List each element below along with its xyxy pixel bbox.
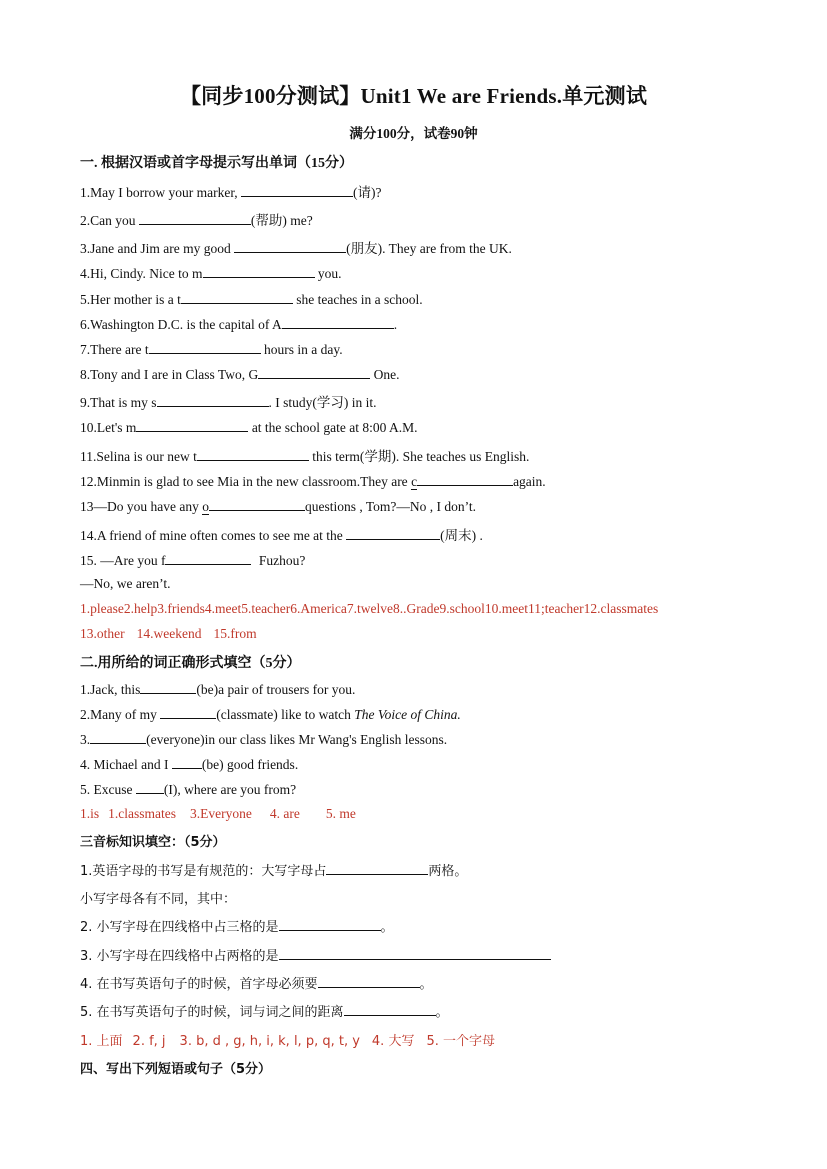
s3-question-5: 5. 在书写英语句子的时候，词与词之间的距离 。 [80,1001,449,1020]
s1-question-9: 9.That is my s . I study(学习) in it. [80,395,377,410]
s1-question-8: 8.Tony and I are in Class Two, G One. [80,367,400,382]
s1-question-11: 11.Selina is our new t this term(学期). She teaches us English. [80,449,530,464]
answer-blank[interactable] [209,497,305,511]
answer-blank[interactable] [346,526,440,540]
answer-blank[interactable] [203,264,315,278]
answer-blank[interactable] [136,418,248,432]
s3-question-4: 4. 在书写英语句子的时候，首字母必须要 。 [80,973,433,992]
s1-question-14: 14.A friend of mine often comes to see me at the (周末) . [80,528,483,543]
s1-question-3: 3.Jane and Jim are my good (朋友). They are from the UK. [80,241,512,256]
s1-question-2: 2.Can you (帮助) me? [80,213,313,228]
answer-blank[interactable] [326,861,428,875]
s2-question-1: 1.Jack, this (be)a pair of trousers for you. [80,682,356,697]
s1-question-15-reply: —No, we aren’t. [80,576,171,591]
answer-blank[interactable] [172,755,202,769]
s1-question-15: 15. —Are you f Fuzhou? [80,553,306,568]
answer-blank[interactable] [139,211,251,225]
section2-heading: 二.用所给的词正确形式填空（5分） [80,656,301,671]
s1-question-12: 12.Minmin is glad to see Mia in the new classroom.They are c again. [80,474,546,489]
s1-question-5: 5.Her mother is a t she teaches in a school. [80,292,423,307]
answer-blank[interactable] [234,239,346,253]
s3-question-3: 3. 小写字母在四线格中占两格的是 [80,945,551,964]
s2-answers: 1.is 1.classmates 3.Everyone 4. are 5. me [80,806,356,821]
answer-blank[interactable] [90,730,146,744]
answer-blank[interactable] [149,340,261,354]
s1-answers-line1: 1.please2.help3.friends4.meet5.teacher6.America7.twelve8..Grade9.school10.meet11;teacher12.classmates [80,601,659,616]
page-title: 【同步100分测试】Unit1 We are Friends.单元测试 [179,84,648,108]
answer-blank[interactable] [318,974,420,988]
answer-blank[interactable] [241,183,353,197]
answer-blank[interactable] [258,365,370,379]
answer-blank[interactable] [282,315,394,329]
s1-question-13: 13—Do you have any o questions , Tom?—No , I don’t. [80,499,477,514]
answer-blank[interactable] [279,946,551,960]
answer-blank[interactable] [140,680,196,694]
s1-question-6: 6.Washington D.C. is the capital of A . [80,317,398,332]
hint-letter: c [411,474,418,489]
hint-letter: o [202,499,209,514]
s2-question-4: 4. Michael and I (be) good friends. [80,757,299,772]
page-subtitle: 满分100分，试卷90钟 [349,126,478,141]
answer-blank[interactable] [279,917,381,931]
s3-note: 小写字母各有不同，其中： [80,892,237,907]
answer-blank[interactable] [197,447,309,461]
answer-blank[interactable] [181,290,293,304]
s3-question-2: 2. 小写字母在四线格中占三格的是 。 [80,916,394,935]
section3-heading: 三音标知识填空：（5分） [80,835,226,850]
s1-question-10: 10.Let's m at the school gate at 8:00 A.M. [80,420,418,435]
s2-question-3: 3. (everyone)in our class likes Mr Wang's English lessons. [80,732,448,747]
answer-blank[interactable] [165,551,251,565]
answer-blank[interactable] [157,393,269,407]
answer-blank[interactable] [160,705,216,719]
s3-question-1: 1.英语字母的书写是有规范的：大写字母占 两格。 [80,860,467,879]
s1-question-7: 7.There are t hours in a day. [80,342,343,357]
s1-question-1: 1.May I borrow your marker, (请)? [80,185,382,200]
s1-question-4: 4.Hi, Cindy. Nice to m you. [80,266,342,281]
s2-question-5: 5. Excuse (I), where are you from? [80,782,297,797]
s1-answers-line2: 13.other 14.weekend 15.from [80,626,257,641]
s2-question-2: 2.Many of my (classmate) like to watch The Voice of China. [80,707,461,722]
answer-blank[interactable] [417,472,513,486]
s3-answers: 1. 上面 2. f, j 3. b, d , g, h, i, k, l, p, q, t, y 4. 大写 5. 一个字母 [80,1034,495,1049]
answer-blank[interactable] [344,1002,436,1016]
answer-blank[interactable] [136,780,164,794]
section1-heading: 一. 根据汉语或首字母提示写出单词（15分） [80,156,353,171]
section4-heading: 四、写出下列短语或句子（5分） [80,1062,272,1077]
